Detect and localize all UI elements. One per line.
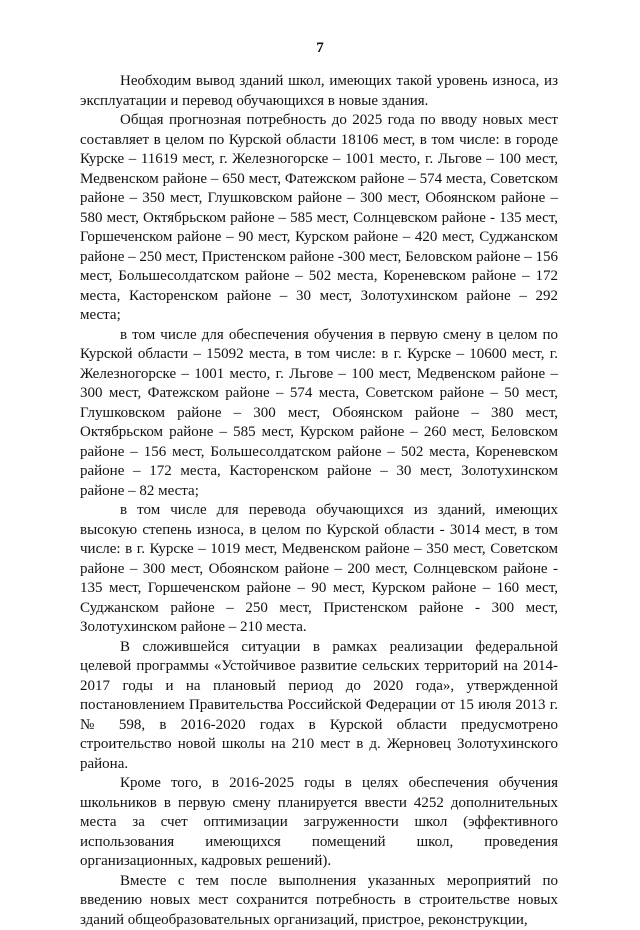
paragraph-7: Вместе с тем после выполнения указанных мероприятий по введению новых мест сохранится потребность в строительстве новых зданий общеобразовательных организаций, пристрое, реконструкции, <box>80 872 558 930</box>
paragraph-5: В сложившейся ситуации в рамках реализации федеральной целевой программы «Устойчивое развитие сельских территорий на 2014-2017 годы и на плановый период до 2020 года», утвержденной постановлением Правительства Российской Федерации от 15 июля 2013 г. № 598, в 2016-2020 годах в Курской области предусмотрено строительство новой школы на 210 мест в д. Жерновец Золотухинского района. <box>80 638 558 775</box>
paragraph-2: Общая прогнозная потребность до 2025 года по вводу новых мест составляет в целом по Курской области 18106 мест, в том числе: в городе Курске – 11619 мест, г. Железногорске – 1001 место, г. Льгове – 100 мест, Медвенском районе – 650 мест, Фатежском районе – 574 места, Советском районе – 350 мест, Глушковском районе – 300 мест, Обоянском районе – 580 мест, Октябрьском районе – 585 мест, Солнцевском районе - 135 мест, Горшеченском районе – 90 мест, Курском районе – 420 мест, Суджанском районе – 250 мест, Пристенском районе -300 мест, Беловском районе – 156 мест, Большесолдатском районе – 502 места, Кореневском районе – 172 места, Касторенском районе – 30 мест, Золотухинском районе – 292 места; <box>80 111 558 326</box>
paragraph-1: Необходим вывод зданий школ, имеющих такой уровень износа, из эксплуатации и перевод обучающихся в новые здания. <box>80 72 558 111</box>
paragraph-3: в том числе для обеспечения обучения в первую смену в целом по Курской области – 15092 места, в том числе: в г. Курске – 10600 мест, г. Железногорске – 1001 место, г. Льгове – 100 мест, Медвенском районе – 300 мест, Фатежском районе – 574 места, Советском районе – 50 мест, Глушковском районе – 300 мест, Обоянском районе – 380 мест, Октябрьском районе – 585 мест, Курском районе – 260 мест, Беловском районе – 156 мест, Большесолдатском районе – 502 места, Кореневском районе – 172 места, Касторенском районе – 30 мест, Золотухинском районе – 82 места; <box>80 326 558 502</box>
paragraph-6: Кроме того, в 2016-2025 годы в целях обеспечения обучения школьников в первую смену планируется ввести 4252 дополнительных места за счет оптимизации загруженности школ (эффективного использования имеющихся помещений школ, проведения организационных, кадровых решений). <box>80 774 558 872</box>
page-number: 7 <box>0 40 640 57</box>
body-text <box>80 72 558 930</box>
paragraph-4: в том числе для перевода обучающихся из зданий, имеющих высокую степень износа, в целом по Курской области - 3014 мест, в том числе: в г. Курске – 1019 мест, Медвенском районе – 350 мест, Советском районе – 300 мест, Обоянском районе – 200 мест, Солнцевском районе - 135 мест, Горшеченском районе – 90 мест, Курском районе – 160 мест, Суджанском районе – 250 мест, Пристенском районе - 300 мест, Золотухинском районе – 210 места. <box>80 501 558 638</box>
